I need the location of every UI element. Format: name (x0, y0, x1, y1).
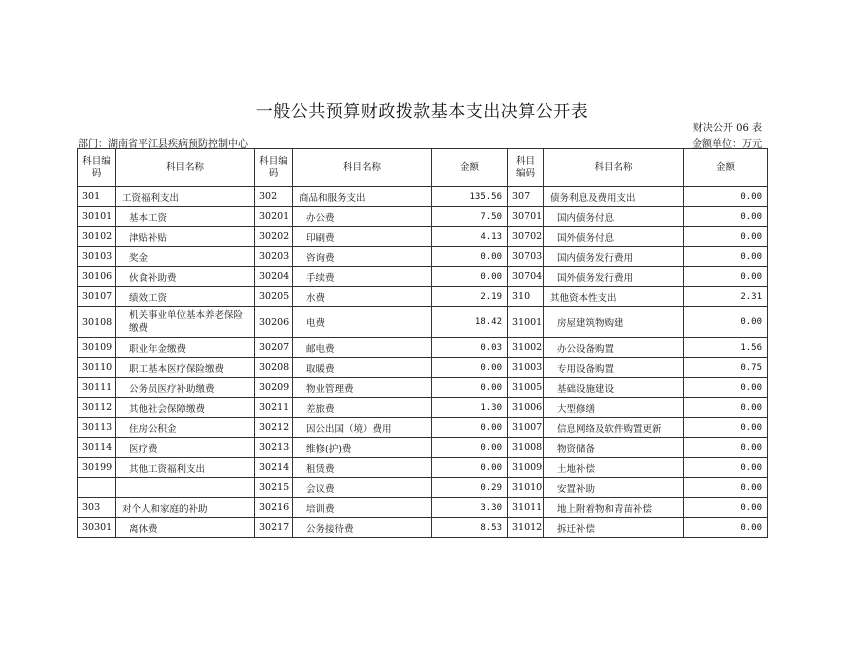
row-amount-3: 0.00 (684, 267, 768, 287)
row-name-1: 医疗费 (116, 438, 255, 458)
header-amount-3: 金额 (684, 149, 768, 187)
table-row (78, 518, 768, 538)
row-amount-3: 0.00 (684, 478, 768, 498)
row-name-1: 绩效工资 (116, 287, 255, 307)
row-code-1: 30109 (78, 338, 116, 358)
table-row (78, 307, 768, 338)
row-name-1: 奖金 (116, 247, 255, 267)
row-code-2: 30208 (255, 358, 293, 378)
row-code-3: 31006 (508, 398, 544, 418)
row-name-1 (116, 478, 255, 498)
row-code-3: 31007 (508, 418, 544, 438)
row-name-3: 大型修缮 (544, 398, 684, 418)
row-code-1 (78, 478, 116, 498)
row-name-2: 商品和服务支出 (293, 187, 432, 207)
row-name-1: 津贴补贴 (116, 227, 255, 247)
row-code-1: 30106 (78, 267, 116, 287)
table-row (78, 247, 768, 267)
row-name-2: 公务接待费 (293, 518, 432, 538)
row-name-2: 邮电费 (293, 338, 432, 358)
row-amount-2: 0.00 (432, 458, 508, 478)
row-name-3: 房屋建筑物购建 (544, 307, 684, 338)
row-amount-2: 18.42 (432, 307, 508, 338)
row-amount-3: 0.00 (684, 438, 768, 458)
row-amount-2: 0.03 (432, 338, 508, 358)
table-row (78, 187, 768, 207)
header-code-2: 科目编码 (255, 149, 293, 187)
row-amount-2: 0.00 (432, 358, 508, 378)
row-name-3: 地上附着物和青苗补偿 (544, 498, 684, 518)
table-row (78, 287, 768, 307)
row-name-3: 国外债务付息 (544, 227, 684, 247)
row-code-1: 30111 (78, 378, 116, 398)
row-amount-3: 2.31 (684, 287, 768, 307)
row-code-3: 31002 (508, 338, 544, 358)
table-row (78, 498, 768, 518)
row-code-2: 30216 (255, 498, 293, 518)
table-row (78, 227, 768, 247)
row-code-3: 31010 (508, 478, 544, 498)
row-name-3: 国外债务发行费用 (544, 267, 684, 287)
header-amount-2: 金额 (432, 149, 508, 187)
row-code-2: 30201 (255, 207, 293, 227)
row-amount-2: 4.13 (432, 227, 508, 247)
header-name-2: 科目名称 (293, 149, 432, 187)
row-name-3: 办公设备购置 (544, 338, 684, 358)
row-code-1: 30108 (78, 307, 116, 338)
row-code-1: 30102 (78, 227, 116, 247)
row-amount-2: 7.50 (432, 207, 508, 227)
row-amount-3: 0.75 (684, 358, 768, 378)
row-amount-2: 0.29 (432, 478, 508, 498)
row-name-2: 电费 (293, 307, 432, 338)
row-name-1: 伙食补助费 (116, 267, 255, 287)
row-name-2: 水费 (293, 287, 432, 307)
row-name-1: 基本工资 (116, 207, 255, 227)
row-code-1: 30107 (78, 287, 116, 307)
row-amount-3: 0.00 (684, 247, 768, 267)
row-name-1: 住房公积金 (116, 418, 255, 438)
table-row (78, 207, 768, 227)
row-amount-2: 0.00 (432, 378, 508, 398)
row-code-2: 30212 (255, 418, 293, 438)
row-code-1: 30103 (78, 247, 116, 267)
row-code-1: 301 (78, 187, 116, 207)
department-label: 部门：湖南省平江县疾病预防控制中心 (78, 139, 248, 150)
row-name-2: 差旅费 (293, 398, 432, 418)
amount-unit-label: 金额单位：万元 (692, 139, 762, 150)
row-code-1: 30114 (78, 438, 116, 458)
row-code-2: 30203 (255, 247, 293, 267)
row-code-2: 30202 (255, 227, 293, 247)
row-code-1: 30101 (78, 207, 116, 227)
row-name-3: 安置补助 (544, 478, 684, 498)
row-code-3: 31008 (508, 438, 544, 458)
row-code-1: 30113 (78, 418, 116, 438)
header-code-1: 科目编码 (78, 149, 116, 187)
row-name-2: 印刷费 (293, 227, 432, 247)
row-amount-3: 0.00 (684, 378, 768, 398)
header-row (78, 149, 768, 187)
row-code-2: 30213 (255, 438, 293, 458)
row-code-2: 302 (255, 187, 293, 207)
row-name-1: 对个人和家庭的补助 (116, 498, 255, 518)
row-name-1: 其他工资福利支出 (116, 458, 255, 478)
row-amount-3: 0.00 (684, 498, 768, 518)
row-name-2: 租赁费 (293, 458, 432, 478)
row-name-3: 债务利息及费用支出 (544, 187, 684, 207)
row-name-2: 办公费 (293, 207, 432, 227)
row-amount-3: 0.00 (684, 187, 768, 207)
row-amount-2: 0.00 (432, 438, 508, 458)
row-code-3: 31001 (508, 307, 544, 338)
row-name-3: 国内债务付息 (544, 207, 684, 227)
row-code-2: 30211 (255, 398, 293, 418)
row-code-2: 30215 (255, 478, 293, 498)
row-amount-2: 3.30 (432, 498, 508, 518)
row-code-2: 30214 (255, 458, 293, 478)
row-amount-3: 0.00 (684, 398, 768, 418)
row-name-2: 培训费 (293, 498, 432, 518)
row-amount-3: 0.00 (684, 518, 768, 538)
row-name-3: 信息网络及软件购置更新 (544, 418, 684, 438)
table-row (78, 478, 768, 498)
row-name-1: 职工基本医疗保险缴费 (116, 358, 255, 378)
row-name-3: 拆迁补偿 (544, 518, 684, 538)
row-code-2: 30204 (255, 267, 293, 287)
row-code-3: 30703 (508, 247, 544, 267)
row-code-3: 31012 (508, 518, 544, 538)
table-row (78, 458, 768, 478)
row-code-3: 30702 (508, 227, 544, 247)
row-name-3: 其他资本性支出 (544, 287, 684, 307)
row-name-2: 咨询费 (293, 247, 432, 267)
row-name-3: 国内债务发行费用 (544, 247, 684, 267)
row-code-3: 30701 (508, 207, 544, 227)
row-name-3: 土地补偿 (544, 458, 684, 478)
row-amount-2: 135.56 (432, 187, 508, 207)
row-amount-2: 2.19 (432, 287, 508, 307)
row-code-2: 30209 (255, 378, 293, 398)
page-title: 一般公共预算财政拨款基本支出决算公开表 (255, 102, 589, 122)
row-name-1: 工资福利支出 (116, 187, 255, 207)
row-code-1: 303 (78, 498, 116, 518)
row-code-1: 30112 (78, 398, 116, 418)
row-name-2: 取暖费 (293, 358, 432, 378)
row-code-3: 30704 (508, 267, 544, 287)
row-code-2: 30206 (255, 307, 293, 338)
row-name-3: 专用设备购置 (544, 358, 684, 378)
expenditure-table (77, 148, 768, 538)
table-code: 财决公开 06 表 (692, 123, 762, 134)
row-code-3: 310 (508, 287, 544, 307)
row-name-1: 其他社会保障缴费 (116, 398, 255, 418)
row-code-3: 31011 (508, 498, 544, 518)
row-name-1: 离休费 (116, 518, 255, 538)
row-name-2: 维修(护)费 (293, 438, 432, 458)
row-code-2: 30207 (255, 338, 293, 358)
row-amount-3: 0.00 (684, 207, 768, 227)
row-amount-2: 8.53 (432, 518, 508, 538)
header-code-3: 科目编码 (508, 149, 544, 187)
row-amount-2: 0.00 (432, 418, 508, 438)
row-name-2: 因公出国（境）费用 (293, 418, 432, 438)
table-row (78, 418, 768, 438)
row-amount-3: 0.00 (684, 458, 768, 478)
table-row (78, 398, 768, 418)
row-name-3: 基础设施建设 (544, 378, 684, 398)
row-code-1: 30110 (78, 358, 116, 378)
row-code-3: 31005 (508, 378, 544, 398)
row-name-2: 物业管理费 (293, 378, 432, 398)
row-amount-2: 0.00 (432, 267, 508, 287)
table-row (78, 378, 768, 398)
row-code-3: 31003 (508, 358, 544, 378)
row-amount-3: 0.00 (684, 418, 768, 438)
row-code-2: 30205 (255, 287, 293, 307)
table-row (78, 338, 768, 358)
row-amount-3: 1.56 (684, 338, 768, 358)
row-amount-3: 0.00 (684, 307, 768, 338)
table-row (78, 438, 768, 458)
row-amount-2: 1.30 (432, 398, 508, 418)
header-name-3: 科目名称 (544, 149, 684, 187)
table-row (78, 267, 768, 287)
header-name-1: 科目名称 (116, 149, 255, 187)
row-name-3: 物资储备 (544, 438, 684, 458)
row-code-1: 30199 (78, 458, 116, 478)
row-name-1: 职业年金缴费 (116, 338, 255, 358)
row-name-2: 会议费 (293, 478, 432, 498)
row-name-1: 机关事业单位基本养老保险缴费 (116, 307, 255, 338)
row-code-2: 30217 (255, 518, 293, 538)
row-code-3: 307 (508, 187, 544, 207)
table-row (78, 358, 768, 378)
row-name-1: 公务员医疗补助缴费 (116, 378, 255, 398)
row-name-2: 手续费 (293, 267, 432, 287)
row-code-1: 30301 (78, 518, 116, 538)
row-amount-2: 0.00 (432, 247, 508, 267)
row-amount-3: 0.00 (684, 227, 768, 247)
row-code-3: 31009 (508, 458, 544, 478)
